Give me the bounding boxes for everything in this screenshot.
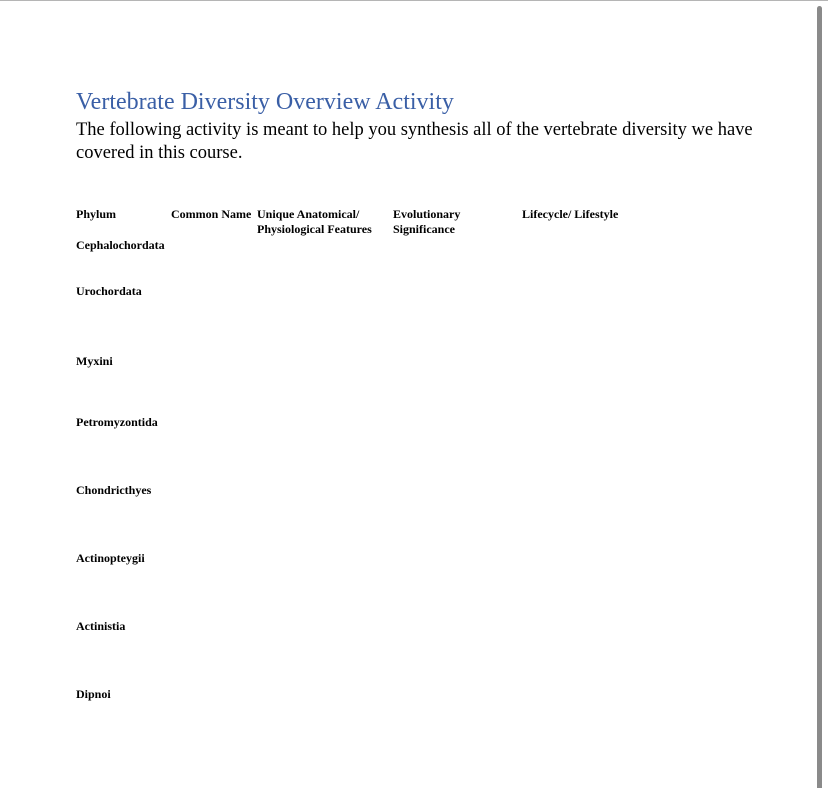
- row-label-actinistia: Actinistia: [76, 619, 126, 633]
- row-label-chondricthyes: Chondricthyes: [76, 483, 152, 497]
- header-phylum: Phylum: [76, 207, 117, 221]
- row-label-dipnoi: Dipnoi: [76, 687, 111, 701]
- row-label-urochordata: Urochordata: [76, 284, 142, 298]
- header-lifecycle: Lifecycle/ Lifestyle: [522, 207, 619, 221]
- header-unique-features: Unique Anatomical/ Physiological Features: [257, 207, 372, 236]
- row-label-actinopteygii: Actinopteygii: [76, 551, 145, 565]
- row-label-cephalochordata: Cephalochordata: [76, 238, 165, 252]
- page-title: Vertebrate Diversity Overview Activity: [76, 89, 454, 115]
- row-label-petromyzontida: Petromyzontida: [76, 415, 158, 429]
- scrollbar-thumb[interactable]: [817, 6, 822, 788]
- intro-paragraph: The following activity is meant to help you synthesis all of the vertebrate diversity we have covered in this course.: [76, 120, 753, 163]
- document-page: [0, 1, 816, 788]
- row-label-myxini: Myxini: [76, 354, 113, 368]
- header-common-name: Common Name: [171, 207, 252, 221]
- header-evolutionary-significance: Evolutionary Significance: [393, 207, 461, 236]
